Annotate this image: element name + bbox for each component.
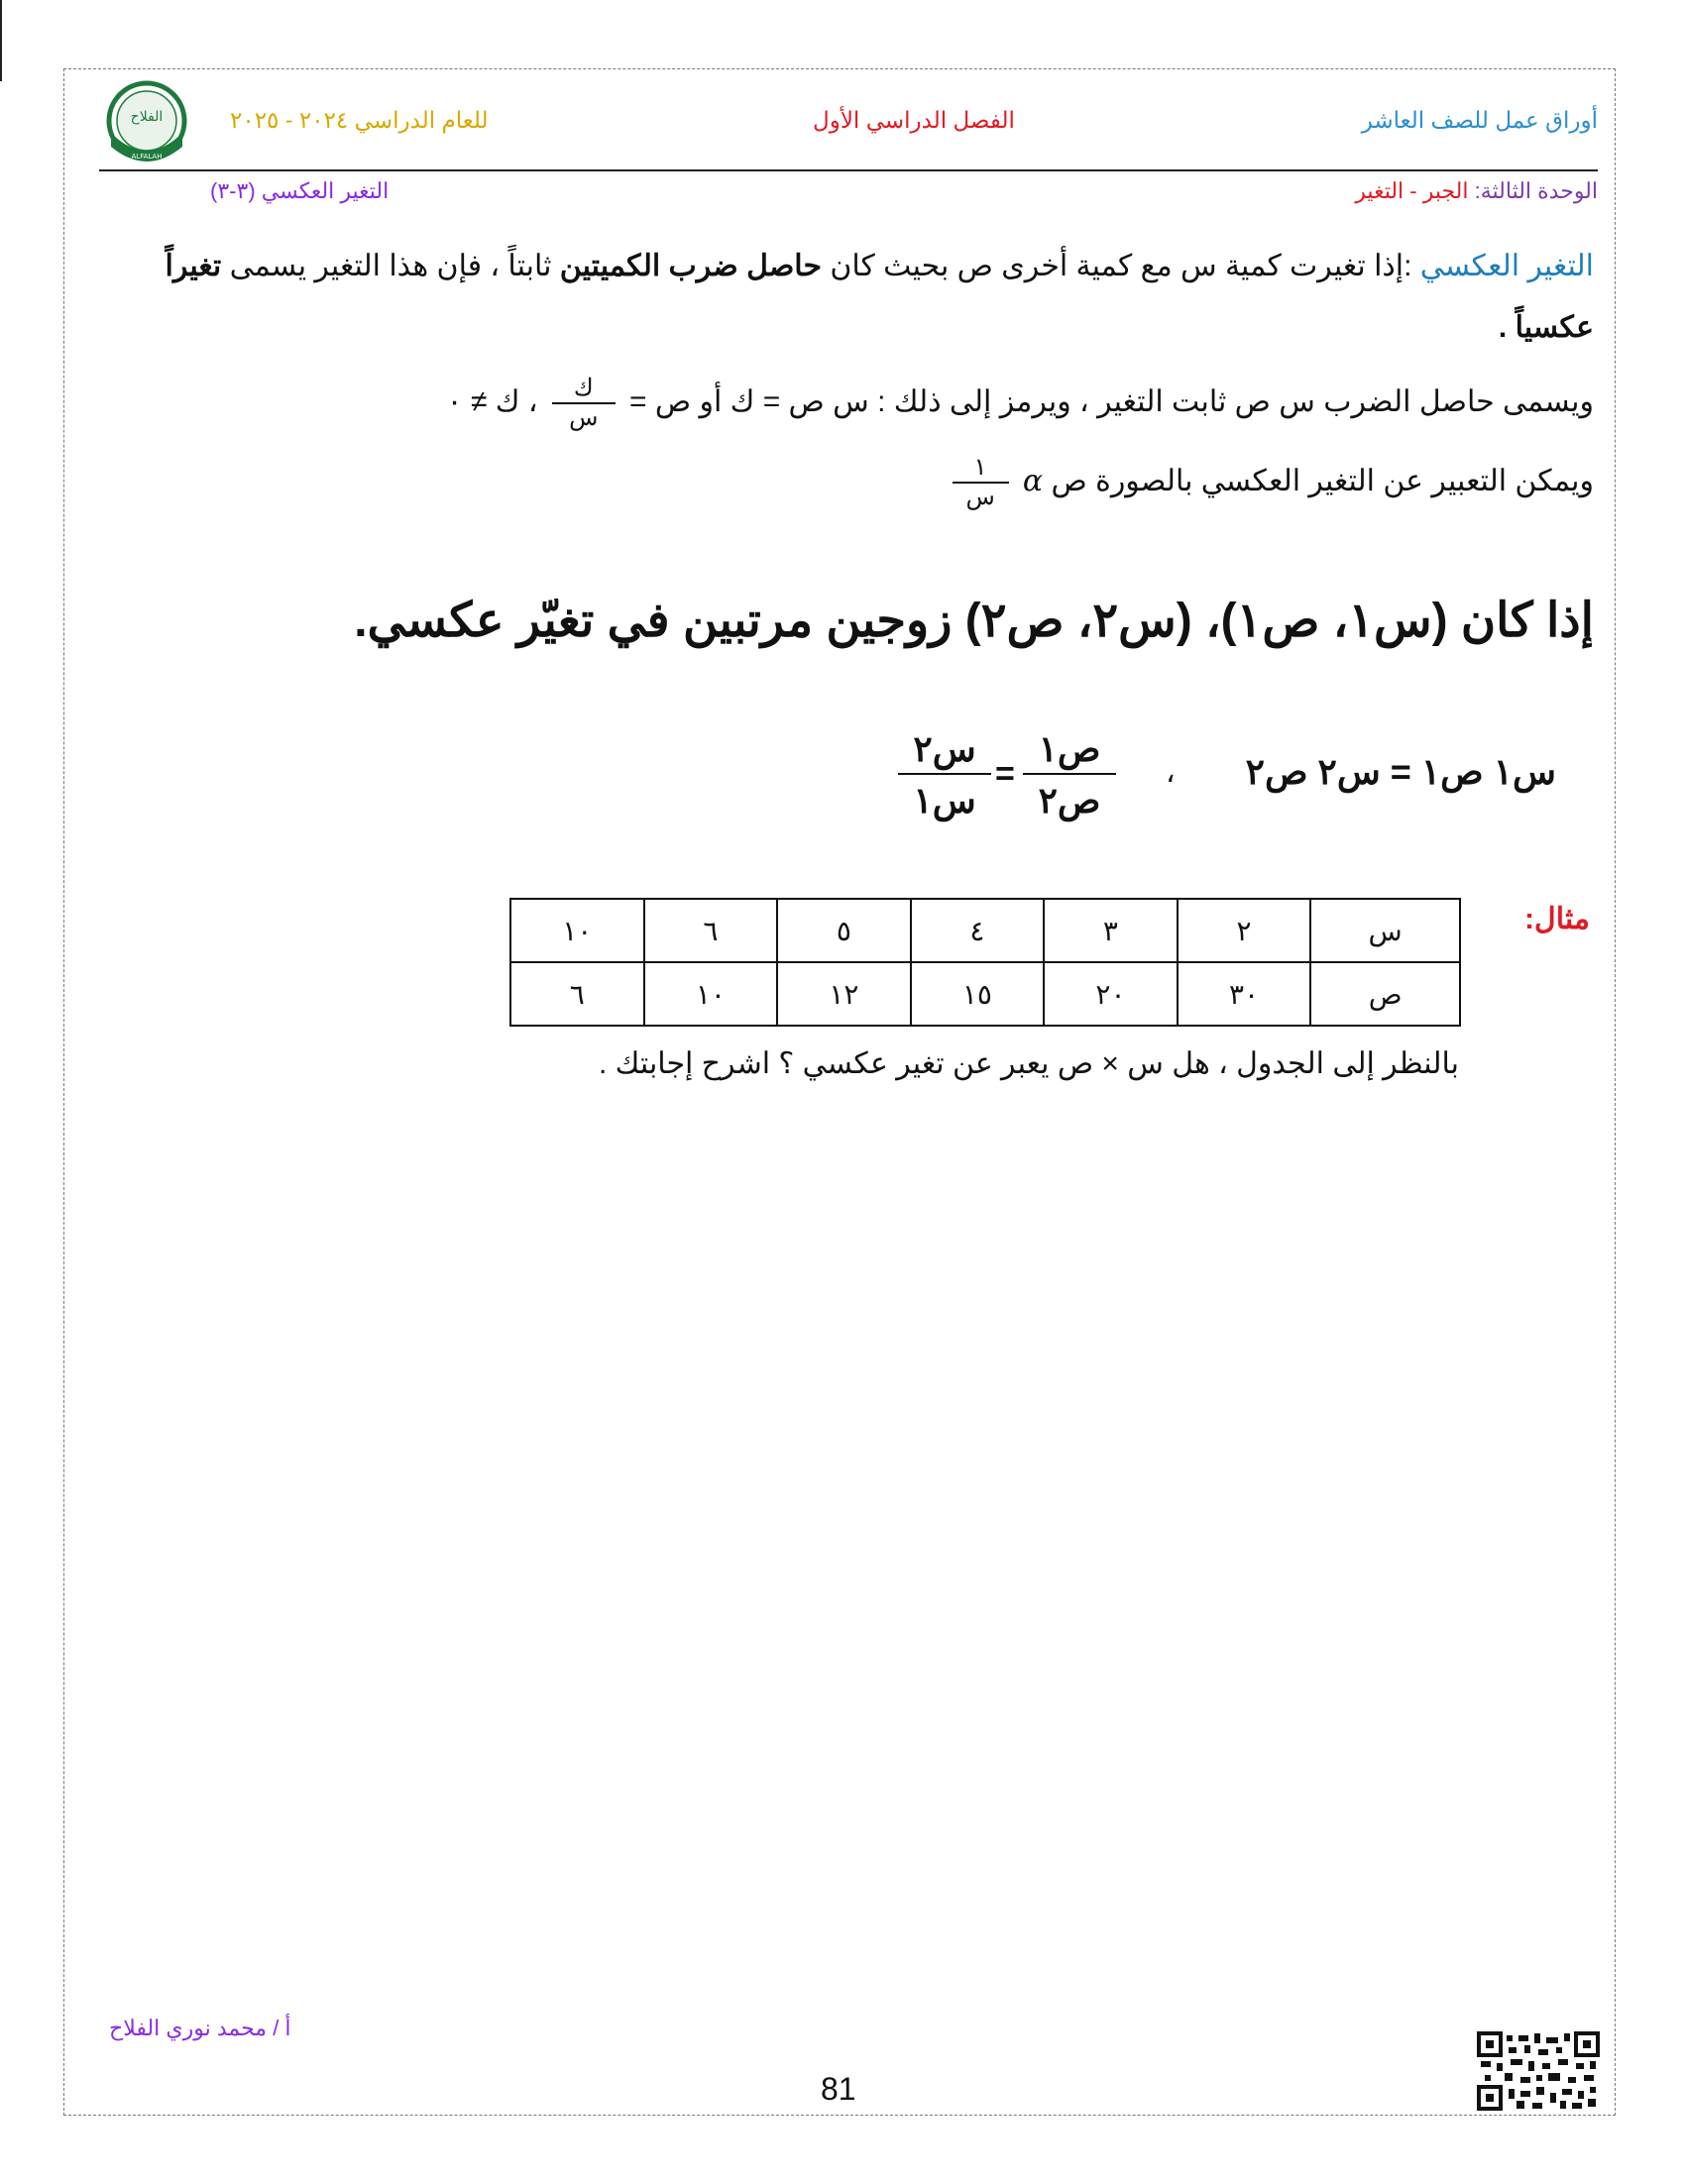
academic-year: للعام الدراسي ٢٠٢٤ - ٢٠٢٥ bbox=[230, 107, 489, 133]
equals-sign: = bbox=[995, 755, 1015, 793]
table-cell: ١٠ bbox=[644, 962, 778, 1026]
product-equation: س١ ص١ = س٢ ص٢ bbox=[1245, 751, 1556, 792]
header-divider bbox=[99, 169, 1598, 171]
worksheet-title: أوراق عمل للصف العاشر bbox=[1361, 107, 1598, 133]
one-over-x-fraction bbox=[953, 454, 1009, 511]
heading-edge-line bbox=[0, 0, 2, 81]
example-label: مثال: bbox=[1523, 903, 1590, 935]
table-row bbox=[510, 899, 1460, 962]
ratio-right-fraction bbox=[898, 725, 991, 826]
term-label: الفصل الدراسي الأول bbox=[813, 107, 1015, 133]
table-cell: ص bbox=[1310, 962, 1460, 1026]
proportional-line bbox=[947, 454, 1594, 511]
k-over-x-fraction bbox=[552, 375, 616, 432]
table-cell: ٥ bbox=[777, 899, 911, 962]
fraction-denominator: س bbox=[965, 484, 995, 510]
table-cell: ٦ bbox=[644, 899, 778, 962]
table-cell: س bbox=[1310, 899, 1460, 962]
svg-text:الفلاح: الفلاح bbox=[130, 109, 164, 125]
table-cell: ٣٠ bbox=[1178, 962, 1311, 1026]
definition-text-1: :إذا تغيرت كمية س مع كمية أخرى ص بحيث كان bbox=[822, 250, 1420, 282]
table-row bbox=[510, 962, 1460, 1026]
definition-text-2: ثابتاً ، فإن هذا التغير يسمى bbox=[221, 250, 560, 282]
constant-text: ويسمى حاصل الضرب س ص ثابت التغير ، ويرمز إلى ذلك : س ص = ك أو ص = bbox=[629, 384, 1594, 418]
qr-code-icon bbox=[1477, 2031, 1600, 2111]
alpha-symbol: α bbox=[1022, 463, 1044, 498]
table-cell: ٤ bbox=[911, 899, 1045, 962]
fraction-numerator: ص١ bbox=[1023, 725, 1116, 775]
equation-separator: ، bbox=[1166, 756, 1176, 789]
ratio-left-fraction bbox=[1023, 725, 1116, 826]
example-question: بالنظر إلى الجدول ، هل س × ص يعبر عن تغير عكسي ؟ اشرح إجابتك . bbox=[598, 1047, 1459, 1080]
table-cell: ٢٠ bbox=[1044, 962, 1178, 1026]
proportional-text: ويمكن التعبير عن التغير العكسي بالصورة ص bbox=[1051, 464, 1594, 497]
table-cell: ٦ bbox=[510, 962, 644, 1026]
fraction-denominator: س١ bbox=[913, 780, 976, 820]
table-cell: ١٠ bbox=[510, 899, 644, 962]
ratio-equation bbox=[898, 725, 1116, 834]
alfalah-logo bbox=[99, 77, 194, 172]
page-number: 81 bbox=[821, 2071, 856, 2107]
fraction-denominator: ص٢ bbox=[1038, 780, 1101, 820]
definition-bold-2: تغيراً عكسياً . bbox=[165, 250, 1594, 344]
constant-tail: ، ك ≠ ٠ bbox=[446, 384, 538, 418]
unit-name: الجبر - التغير bbox=[1355, 178, 1469, 203]
table-cell: ٢ bbox=[1178, 899, 1311, 962]
table-cell: ٣ bbox=[1044, 899, 1178, 962]
fraction-denominator: س bbox=[569, 404, 599, 431]
table-cell: ١٢ bbox=[777, 962, 911, 1026]
example-table bbox=[509, 898, 1461, 1027]
unit-prefix: الوحدة الثالثة: bbox=[1474, 178, 1598, 203]
teacher-name: أ / محمد نوري الفلاح bbox=[109, 2016, 291, 2040]
fraction-numerator: ك bbox=[552, 375, 616, 404]
svg-text:ALFALAH: ALFALAH bbox=[131, 153, 163, 161]
lesson-title: التغير العكسي (٣-٣) bbox=[210, 178, 390, 203]
rule-heading: إذا كان (س١، ص١)، (س٢، ص٢) زوجين مرتبين في تغيّر عكسي. bbox=[354, 595, 1594, 647]
fraction-numerator: ١ bbox=[953, 454, 1009, 484]
definition-paragraph bbox=[97, 236, 1594, 359]
unit-label bbox=[1355, 178, 1598, 204]
definition-term: التغير العكسي bbox=[1419, 250, 1594, 282]
fraction-numerator: س٢ bbox=[898, 725, 991, 775]
table-cell: ١٥ bbox=[911, 962, 1045, 1026]
definition-bold-1: حاصل ضرب الكميتين bbox=[559, 250, 822, 282]
constant-line bbox=[447, 375, 1594, 432]
